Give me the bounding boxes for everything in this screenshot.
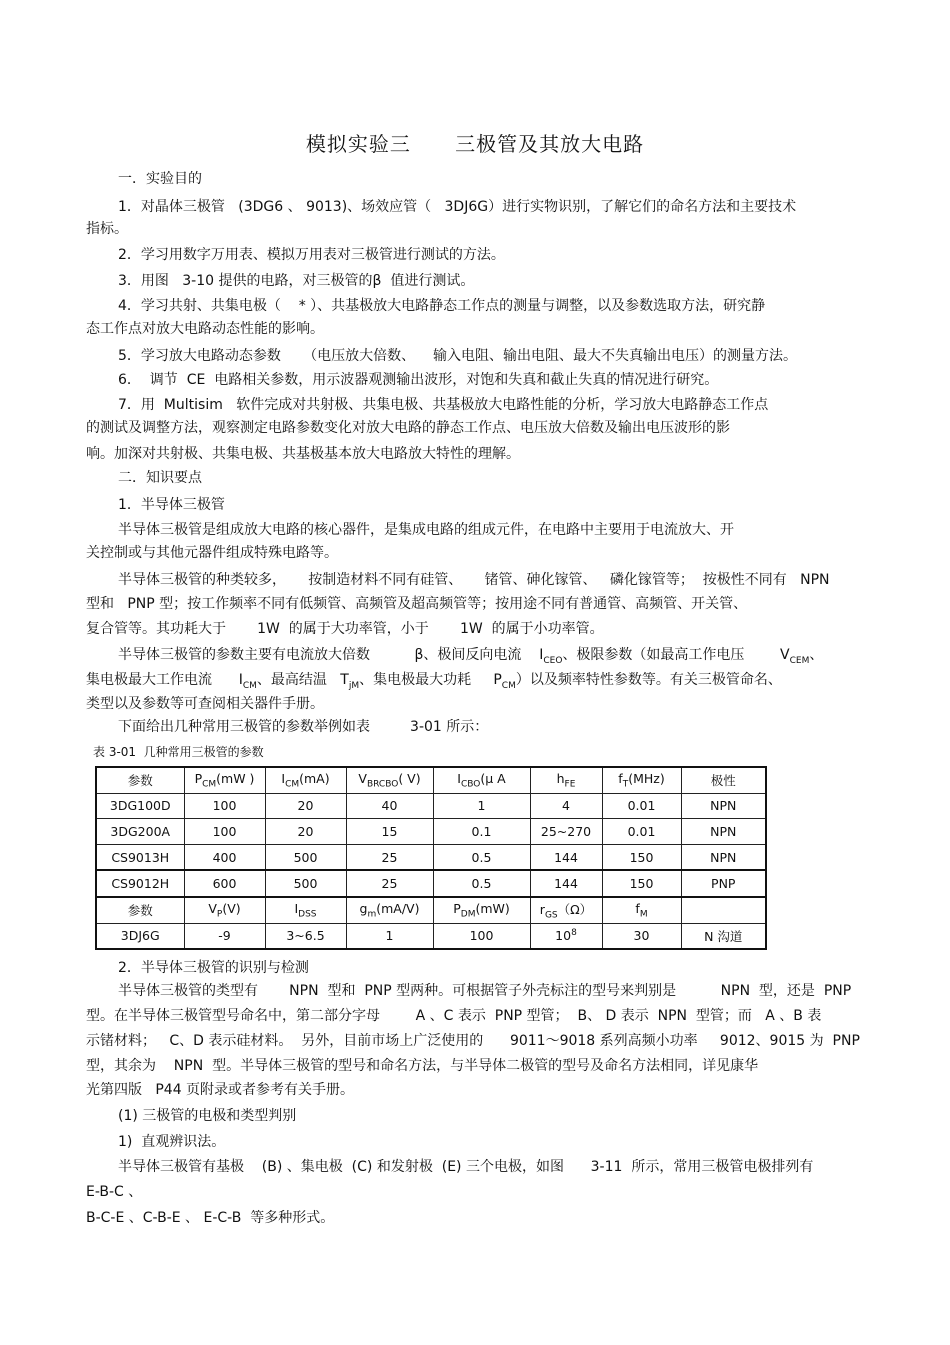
header-cell: $P_{DM}(mW)$ [433, 897, 530, 923]
subsection-heading: 1．半导体三极管 [118, 497, 225, 513]
subsection-heading: 2．半导体三极管的识别与检测 [118, 960, 309, 976]
text-line: 半导体三极管的类型有 NPN 型和 PNP 型两种。可根据管子外壳标注的型号来判别是 NPN 型，还是 PNP [118, 983, 852, 999]
table-cell: NPN [681, 844, 766, 870]
text-line: 半导体三极管的种类较多， 按制造材料不同有硅管、 锗管、砷化镓管、 磷化镓管等； 按极性不同有 NPN [118, 572, 830, 588]
text-line: 半导体三极管有基极 (B) 、集电极 (C) 和发射极 (E) 三个电极，如图 3-11 所示，常用三极管电极排列有 [118, 1159, 814, 1175]
table-cell: NPN [681, 793, 766, 819]
text-line: 光第四版 P44 页附录或者参考有关手册。 [86, 1082, 355, 1098]
table-row [96, 793, 766, 819]
text-line: 型和 PNP 型；按工作频率不同有低频管、高频管及超高频管等；按用途不同有普通管、高频管、开关管、 [86, 596, 748, 612]
text-line: 5．学习放大电路动态参数 （电压放大倍数、 输入电阻、输出电阻、最大不失真输出电压）的测量方法。 [118, 348, 797, 364]
text-line: 半导体三极管的参数主要有电流放大倍数 β、极间反向电流 $I_{CEO}$、极限参数（如最高工作电压 $V_{CEM}$、 [118, 647, 824, 666]
text-line: 半导体三极管是组成放大电路的核心器件，是集成电路的组成元件，在电路中主要用于电流放大、开 [118, 522, 734, 538]
text-line: 态工作点对放大电路动态性能的影响。 [86, 321, 324, 337]
header-cell: 极性 [681, 767, 766, 793]
header-cell: $P_{CM}(mW$ ) [184, 767, 265, 793]
table-cell: 3DG200A [96, 819, 184, 845]
table-cell: 3DG100D [96, 793, 184, 819]
table-cell: 0.5 [433, 870, 530, 897]
table-cell: 150 [602, 870, 681, 897]
table-row [96, 819, 766, 845]
text-line: 2．学习用数字万用表、模拟万用表对三极管进行测试的方法。 [118, 247, 505, 263]
table-cell: PNP [681, 870, 766, 897]
text-line: E-B-C 、 [86, 1184, 143, 1200]
text-line: 型。在半导体三极管型号命名中，第二部分字母 A 、C 表示 PNP 型管； B、 D 表示 NPN 型管；而 A 、B 表 [86, 1008, 822, 1024]
header-cell: $I_{CBO}(\mu$ A [433, 767, 530, 793]
table-cell: -9 [184, 923, 265, 949]
table-cell: 150 [602, 844, 681, 870]
table-cell: 25 [346, 870, 433, 897]
text-line: 下面给出几种常用三极管的参数举例如表 3-01 所示： [118, 719, 489, 735]
header-cell: 参数 [96, 767, 184, 793]
table-cell: 25 [346, 844, 433, 870]
transistor-parameters-table [95, 766, 767, 950]
table-cell: 144 [530, 844, 602, 870]
table-cell: 25~270 [530, 819, 602, 845]
header-cell: $g_m(mA/V)$ [346, 897, 433, 923]
table-cell: 15 [346, 819, 433, 845]
text-line: 6． 调节 CE 电路相关参数，用示波器观测输出波形，对饱和失真和截止失真的情况进行研究。 [118, 372, 719, 388]
table-cell: 100 [433, 923, 530, 949]
text-line: 3．用图 3-10 提供的电路，对三极管的β 值进行测试。 [118, 273, 475, 289]
table-row [96, 923, 766, 949]
table-cell: 0.01 [602, 793, 681, 819]
table-cell: 1 [433, 793, 530, 819]
table-caption: 表 3-01 几种常用三极管的参数 [93, 745, 264, 759]
table-cell: 100 [184, 819, 265, 845]
table-row [96, 870, 766, 897]
text-line: 集电极最大工作电流 $I_{CM}$、最高结温 $T_{jM}$、集电极最大功耗 $P_{CM}$）以及频率特性参数等。有关三极管命名、 [86, 672, 782, 691]
header-cell: $f_T(MHz)$ [602, 767, 681, 793]
text-line: 1．对晶体三极管 (3DG6 、 9013)、场效应管（ 3DJ6G）进行实物识别，了解它们的命名方法和主要技术 [118, 199, 797, 215]
text-line: 4．学习共射、共集电极（ * ）、共基极放大电路静态工作点的测量与调整，以及参数选取方法，研究静 [118, 298, 766, 314]
table-cell: 30 [602, 923, 681, 949]
text-line: 关控制或与其他元器件组成特殊电路等。 [86, 545, 338, 561]
text-line: 示锗材料； C、D 表示硅材料。 另外，目前市场上广泛使用的 9011～9018 系列高频小功率 9012、9015 为 PNP [86, 1033, 860, 1049]
table-cell: 500 [265, 844, 346, 870]
page-title: 模拟实验三 三极管及其放大电路 [305, 132, 645, 156]
text-line: 复合管等。其功耗大于 1W 的属于大功率管，小于 1W 的属于小功率管。 [86, 621, 604, 637]
table-cell: $10^8$ [530, 923, 602, 949]
text-line: 的测试及调整方法，观察测定电路参数变化对放大电路的静态工作点、电压放大倍数及输出电压波形的影 [86, 420, 730, 436]
subsection-heading: (1) 三极管的电极和类型判别 [118, 1108, 297, 1124]
table-cell: 40 [346, 793, 433, 819]
header-cell: $I_{CM}(mA)$ [265, 767, 346, 793]
header-cell: 参数 [96, 897, 184, 923]
table-cell: 3~6.5 [265, 923, 346, 949]
table-cell: CS9012H [96, 870, 184, 897]
table-row [96, 844, 766, 870]
text-line: 响。加深对共射极、共集电极、共基极基本放大电路放大特性的理解。 [86, 446, 520, 462]
table-cell: CS9013H [96, 844, 184, 870]
section-heading-knowledge: 二．知识要点 [118, 470, 202, 486]
table-cell: 0.1 [433, 819, 530, 845]
text-line: 指标。 [86, 221, 128, 237]
table-cell: 400 [184, 844, 265, 870]
table-cell: 500 [265, 870, 346, 897]
table-header-row-fet [96, 897, 766, 923]
header-cell: $f_M$ [602, 897, 681, 923]
table-cell: 144 [530, 870, 602, 897]
section-heading-purpose: 一．实验目的 [118, 171, 202, 187]
table-header-row [96, 767, 766, 793]
header-cell: $r_{GS}(\Omega)$ [530, 897, 602, 923]
table-cell: NPN [681, 819, 766, 845]
table-cell: 20 [265, 819, 346, 845]
header-cell [681, 897, 766, 923]
header-cell: $I_{DSS}$ [265, 897, 346, 923]
table-cell: 1 [346, 923, 433, 949]
header-cell: $V_{BRCBO}$( V) [346, 767, 433, 793]
header-cell: $h_{FE}$ [530, 767, 602, 793]
table-cell: 4 [530, 793, 602, 819]
table-cell: 0.01 [602, 819, 681, 845]
table-cell: 0.5 [433, 844, 530, 870]
text-line: 型，其余为 NPN 型。半导体三极管的型号和命名方法，与半导体二极管的型号及命名方法相同，详见康华 [86, 1058, 759, 1074]
table-cell: 3DJ6G [96, 923, 184, 949]
table-cell: 20 [265, 793, 346, 819]
table-cell: 100 [184, 793, 265, 819]
table-cell: 600 [184, 870, 265, 897]
text-line: 类型以及参数等可查阅相关器件手册。 [86, 696, 324, 712]
table-cell: N 沟道 [681, 923, 766, 949]
text-line: B-C-E 、C-B-E 、 E-C-B 等多种形式。 [86, 1210, 335, 1226]
header-cell: $V_P(V)$ [184, 897, 265, 923]
text-line: 1) 直观辨识法。 [118, 1134, 226, 1150]
text-line: 7．用 Multisim 软件完成对共射极、共集电极、共基极放大电路性能的分析，学习放大电路静态工作点 [118, 397, 769, 413]
